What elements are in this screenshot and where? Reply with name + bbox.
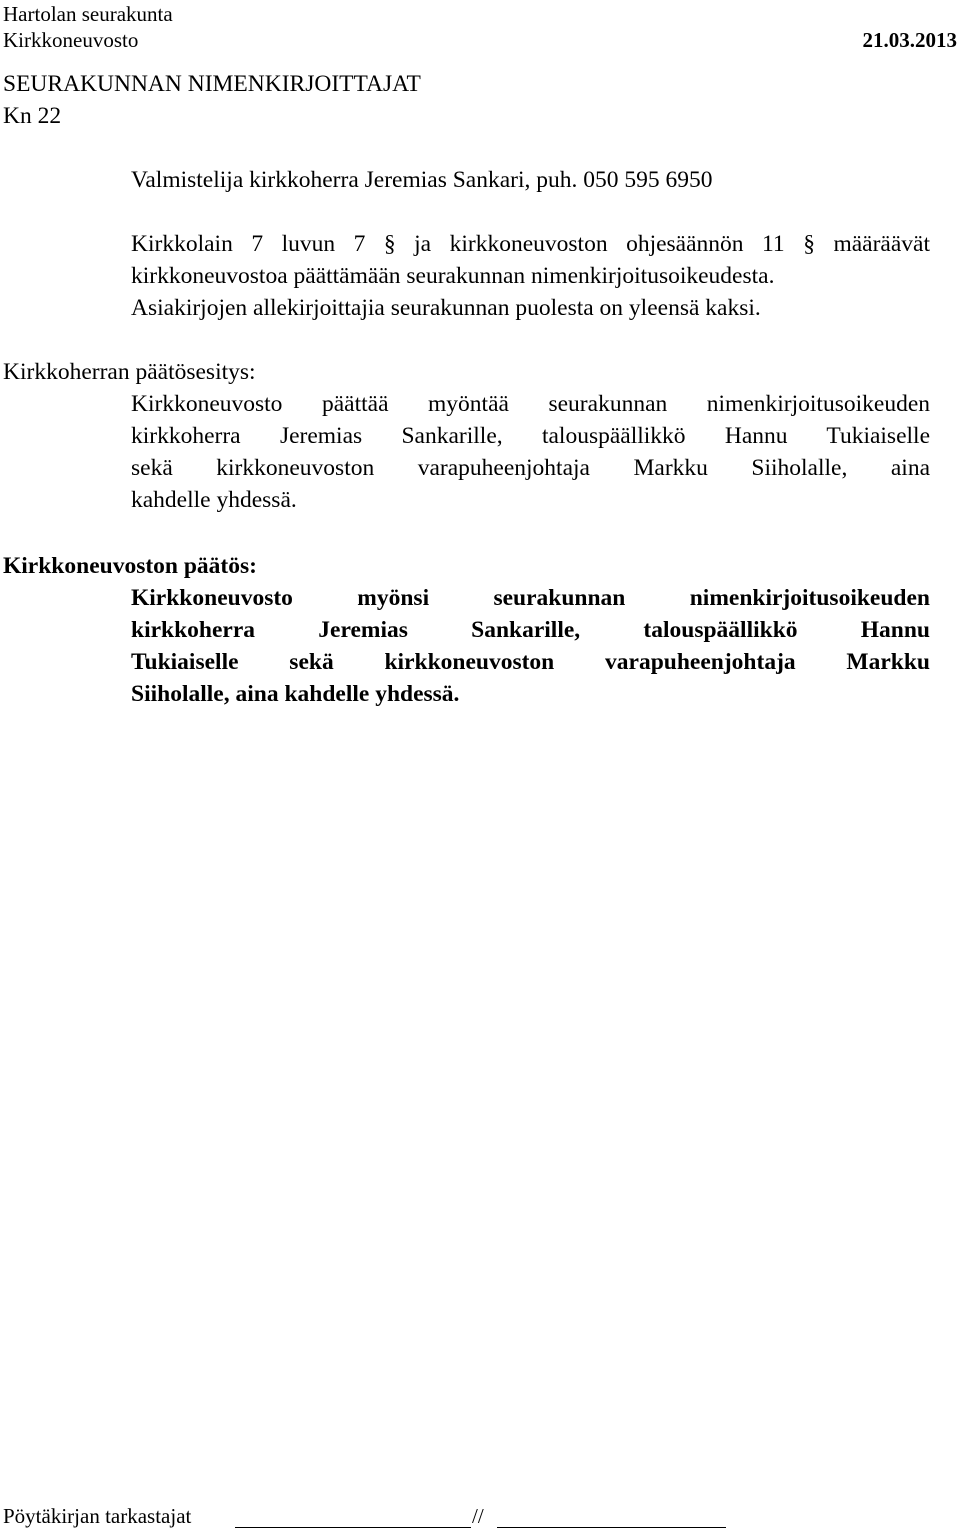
decision-line-1: Kirkkoneuvosto myönsi seurakunnan nimenkirjoitusoikeuden: [131, 585, 930, 611]
preparer-line: Valmistelija kirkkoherra Jeremias Sankari, puh. 050 595 6950: [131, 167, 713, 193]
decision-line-4: Siiholalle, aina kahdelle yhdessä.: [131, 681, 460, 707]
header-department: Kirkkoneuvosto: [3, 28, 139, 52]
footer-reviewers-label: Pöytäkirjan tarkastajat: [3, 1504, 192, 1528]
law-line-1: Kirkkolain 7 luvun 7 § ja kirkkoneuvoston ohjesäännön 11 § määräävät: [131, 231, 930, 257]
decision-label: Kirkkoneuvoston päätös:: [3, 553, 257, 579]
law-paragraph: [131, 228, 930, 324]
proposal-line-1: Kirkkoneuvosto päättää myöntää seurakunnan nimenkirjoitusoikeuden: [131, 391, 930, 417]
decision-line-3: Tukiaiselle sekä kirkkoneuvoston varapuheenjohtaja Markku: [131, 649, 930, 675]
signature-line-2: [497, 1527, 726, 1528]
signature-line-1: [235, 1527, 471, 1528]
header-organization: Hartolan seurakunta: [3, 2, 173, 26]
section-number: Kn 22: [3, 103, 62, 129]
section-title: SEURAKUNNAN NIMENKIRJOITTAJAT: [3, 71, 421, 97]
signature-separator: //: [472, 1504, 484, 1528]
proposal-line-2: kirkkoherra Jeremias Sankarille, talouspäällikkö Hannu Tukiaiselle: [131, 423, 930, 449]
proposal-line-4: kahdelle yhdessä.: [131, 487, 297, 513]
header-date: 21.03.2013: [862, 28, 957, 52]
law-line-2: kirkkoneuvostoa päättämään seurakunnan nimenkirjoitusoikeudesta.: [131, 263, 775, 289]
decision-line-2: kirkkoherra Jeremias Sankarille, talouspäällikkö Hannu: [131, 617, 930, 643]
law-line-3: Asiakirjojen allekirjoittajia seurakunnan puolesta on yleensä kaksi.: [131, 295, 761, 321]
proposal-line-3: sekä kirkkoneuvoston varapuheenjohtaja Markku Siiholalle, aina: [131, 455, 930, 481]
proposal-paragraph: [131, 388, 930, 516]
proposal-label: Kirkkoherran päätösesitys:: [3, 359, 256, 385]
decision-paragraph: [131, 582, 930, 710]
